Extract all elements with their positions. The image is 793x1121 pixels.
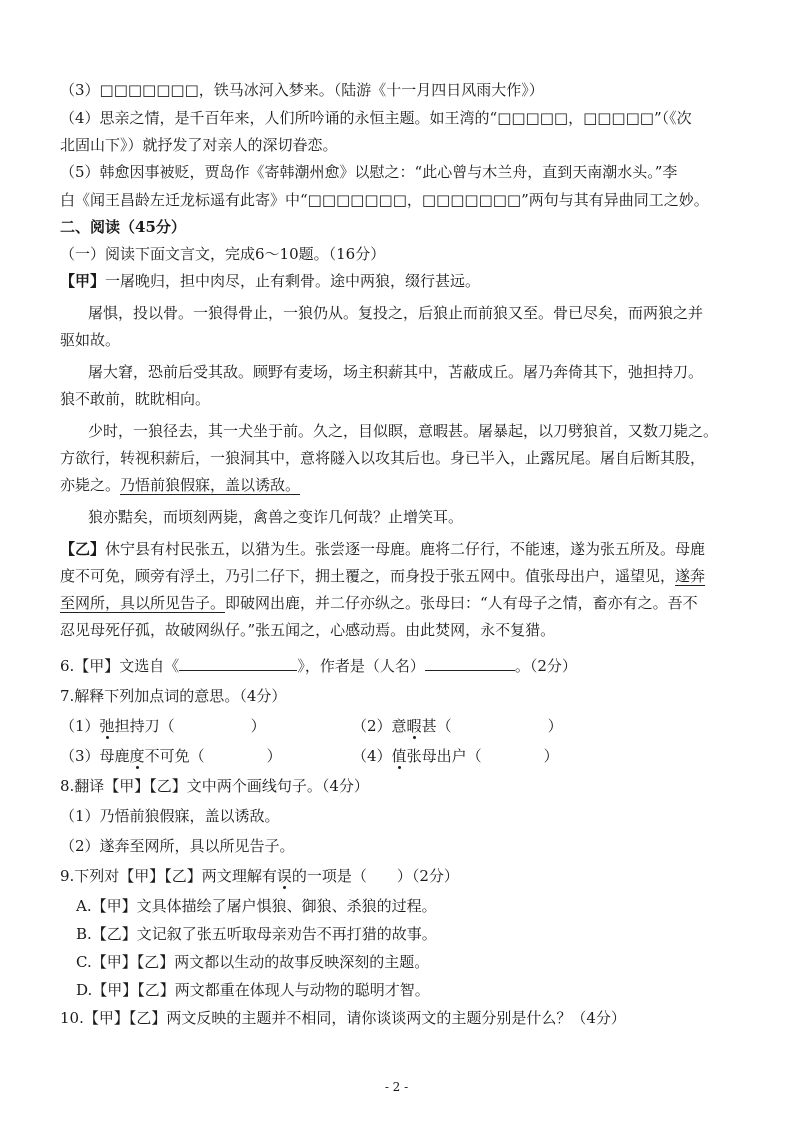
jia-p2-line2: 驱如故。 bbox=[60, 331, 121, 349]
question-8-stem: 8.翻译【甲】【乙】文中两个画线句子。（4分） bbox=[60, 777, 369, 795]
q9-option-b[interactable]: B.【乙】文记叙了张五听取母亲劝告不再打猎的故事。 bbox=[76, 925, 437, 943]
q7-3-num: （3）母鹿 bbox=[60, 747, 130, 765]
q7-3-close: ） bbox=[266, 747, 282, 765]
q8-sentence-2: （2）遂奔至网所，具以所见告子。 bbox=[60, 837, 295, 855]
question-7-stem: 7.解释下列加点词的意思。（4分） bbox=[60, 687, 287, 705]
poem-q5-line2: 白《闻王昌龄左迁龙标遥有此寄》中“□□□□□□□，□□□□□□□”两句与其有异曲同工之妙。 bbox=[60, 191, 709, 209]
yi-line1 bbox=[60, 539, 705, 559]
page-number: - 2 - bbox=[384, 1080, 409, 1094]
q8-sentence-1: （1）乃悟前狼假寐，盖以诱敌。 bbox=[60, 807, 280, 825]
jia-p3-line1: 屠大窘，恐前后受其敌。顾野有麦场，场主积薪其中，苫蔽成丘。屠乃奔倚其下，弛担持刀。 bbox=[88, 363, 704, 381]
q7-4-num: （4） bbox=[352, 747, 392, 765]
q6-author-blank[interactable] bbox=[425, 670, 515, 671]
yi-line3 bbox=[60, 593, 698, 613]
jia-p4-line1: 少时，一狼径去，其一犬坐于前。久之，目似瞑，意暇甚。屠暴起，以刀劈狼首，又数刀毙之。 bbox=[88, 422, 719, 440]
poem-q4-line1: （4）思亲之情，是千百年来，人们所吟诵的永恒主题。如王湾的“□□□□□，□□□□□”（《次 bbox=[60, 109, 692, 127]
q7-item-2 bbox=[352, 716, 563, 736]
q7-1-num: （1） bbox=[60, 717, 100, 735]
jia-p1-text: 一屠晚归，担中肉尽，止有剩骨。途中两狼，缀行甚远。 bbox=[105, 272, 481, 290]
yi-line4: 忍见母死仔孤，故破网纵仔。”张五闻之，心感动焉。由此焚网，永不复猎。 bbox=[60, 621, 556, 639]
jia-underlined-sentence: 乃悟前狼假寐，盖以诱敌。 bbox=[120, 476, 301, 494]
yi-underlined-part1: 遂奔 bbox=[675, 567, 706, 585]
q7-2-num: （2）意 bbox=[352, 717, 407, 735]
q9-stem-text: 9.下列对【甲】【乙】两文理解有 bbox=[60, 867, 277, 885]
q7-item-3 bbox=[60, 746, 282, 766]
jia-paragraph-1 bbox=[60, 271, 480, 291]
q6-post: 。（2分） bbox=[514, 657, 577, 675]
poem-q4-line2: 北固山下》）就抒发了对亲人的深切眷恋。 bbox=[60, 136, 338, 154]
poem-q3: （3）□□□□□□□，铁马冰河入梦来。（陆游《十一月四日风雨大作》） bbox=[60, 81, 544, 99]
jia-label: 【甲】 bbox=[60, 272, 106, 290]
q9-dotted-word: 误 bbox=[276, 867, 292, 885]
q7-1-text: 担持刀（ bbox=[114, 717, 175, 735]
q9-option-c[interactable]: C.【甲】【乙】两文都以生动的故事反映深刻的主题。 bbox=[76, 953, 430, 971]
q6-mid: 》，作者是（人名） bbox=[297, 657, 425, 675]
q7-item-4 bbox=[352, 746, 559, 766]
section-heading: 二、阅读（45分） bbox=[60, 218, 186, 236]
question-10: 10.【甲】【乙】两文反映的主题并不相同，请你谈谈两文的主题分别是什么？（4分） bbox=[60, 1009, 626, 1027]
yi-underlined-part2: 至网所，具以所见告子。 bbox=[60, 594, 226, 612]
q7-3-text: 不可免（ bbox=[144, 747, 205, 765]
q7-2-text: 甚（ bbox=[421, 717, 452, 735]
q7-1-close: ） bbox=[250, 717, 266, 735]
yi-l1-text: 休宁县有村民张五，以猎为生。张尝逐一母鹿。鹿将二仔行，不能速，遂为张五所及。母鹿 bbox=[105, 540, 706, 558]
yi-line2 bbox=[60, 566, 705, 586]
q6-pre: 6.【甲】文选自《 bbox=[60, 657, 180, 675]
yi-l3-text: 即破网出鹿，并二仔亦纵之。张母曰：“人有母子之情，畜亦有之。吾不 bbox=[225, 594, 698, 612]
q6-source-blank[interactable] bbox=[179, 670, 297, 671]
poem-q5-line1: （5）韩愈因事被贬，贾岛作《寄韩潮州愈》以慰之：“此心曾与木兰舟，直到天南潮水头。”李 bbox=[60, 163, 678, 181]
question-9-stem bbox=[60, 866, 459, 886]
q7-1-dotted-word: 弛 bbox=[99, 717, 115, 735]
question-6 bbox=[60, 656, 577, 676]
jia-p3-line2: 狼不敢前，眈眈相向。 bbox=[60, 390, 211, 408]
q7-2-dotted-word: 暇 bbox=[406, 717, 422, 735]
yi-l2-text: 度不可免，顾旁有浮土，乃引二仔下，拥土覆之，而身投于张五网中。值张母出户，遥望见， bbox=[60, 567, 676, 585]
q7-4-close: ） bbox=[543, 747, 559, 765]
q7-2-close: ） bbox=[547, 717, 563, 735]
jia-p4-line3 bbox=[60, 475, 300, 495]
q9-stem-end: 的一项是（ ）（2分） bbox=[291, 867, 459, 885]
yi-label: 【乙】 bbox=[60, 540, 106, 558]
jia-p4-line2: 方欲行，转视积薪后，一狼洞其中，意将隧入以攻其后也。身已半入，止露尻尾。屠自后断其股， bbox=[60, 449, 706, 467]
section-subheading: （一）阅读下面文言文，完成6～10题。（16分） bbox=[60, 245, 386, 263]
jia-p5: 狼亦黠矣，而顷刻两毙，禽兽之变诈几何哉？止增笑耳。 bbox=[88, 508, 464, 526]
q7-3-dotted-word: 度 bbox=[129, 747, 145, 765]
q9-option-a[interactable]: A.【甲】文具体描绘了屠户惧狼、御狼、杀狼的过程。 bbox=[76, 897, 437, 915]
jia-p4-text: 亦毙之。 bbox=[60, 476, 121, 494]
q7-4-text: 张母出户（ bbox=[406, 747, 482, 765]
q7-item-1 bbox=[60, 716, 266, 736]
q7-4-dotted-word: 值 bbox=[391, 747, 407, 765]
jia-p2-line1: 屠惧，投以骨。一狼得骨止，一狼仍从。复投之，后狼止而前狼又至。骨已尽矣，而两狼之并 bbox=[88, 304, 704, 322]
q9-option-d[interactable]: D.【甲】【乙】两文都重在体现人与动物的聪明才智。 bbox=[76, 981, 430, 999]
